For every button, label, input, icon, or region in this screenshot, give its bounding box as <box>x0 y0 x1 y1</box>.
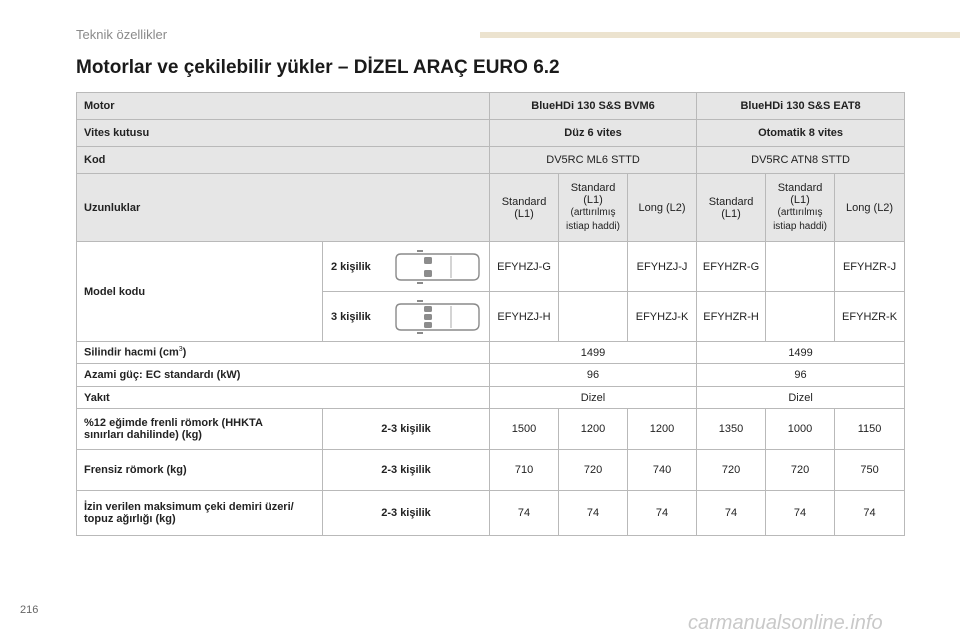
row-code <box>77 147 905 174</box>
seat-count-label: 2 kişilik <box>331 260 371 273</box>
braked-trailer-value: 1200 <box>628 409 697 450</box>
length-line: Standard <box>570 181 616 194</box>
length-line: (arttırılmış <box>570 206 616 218</box>
nose-weight-value: 74 <box>490 491 559 536</box>
model-code-label: Model kodu <box>77 242 323 342</box>
model-code-cell: EFYHZJ-J <box>628 242 697 292</box>
motor-label: Motor <box>77 93 490 120</box>
seat-count-label: 3 kişilik <box>331 310 371 323</box>
braked-trailer-seats: 2-3 kişilik <box>323 409 490 450</box>
nose-weight-value: 74 <box>628 491 697 536</box>
row-motor <box>77 93 905 120</box>
nose-weight-value: 74 <box>835 491 905 536</box>
length-cell <box>628 174 697 242</box>
seat-config-2 <box>323 242 490 292</box>
unbraked-trailer-value: 720 <box>766 450 835 491</box>
row-lengths <box>77 174 905 242</box>
row-fuel <box>77 387 905 409</box>
model-code-cell: EFYHZR-J <box>835 242 905 292</box>
displacement-label-text: Silindir hacmi (cm <box>84 346 179 359</box>
braked-trailer-value: 1150 <box>835 409 905 450</box>
length-line: (L1) <box>514 207 534 220</box>
length-cell <box>835 174 905 242</box>
braked-trailer-value: 1350 <box>697 409 766 450</box>
unbraked-trailer-value: 740 <box>628 450 697 491</box>
model-code-cell: EFYHZR-H <box>697 292 766 342</box>
length-line: istiap haddi) <box>773 220 827 232</box>
van-2-seat-icon <box>393 248 483 286</box>
row-model-2seat <box>77 242 905 292</box>
displacement-value-2: 1499 <box>697 342 905 364</box>
row-displacement <box>77 342 905 364</box>
unbraked-trailer-value: 750 <box>835 450 905 491</box>
braked-trailer-label-line: %12 eğimde frenli römork (HHKTA <box>84 417 263 429</box>
length-line: istiap haddi) <box>566 220 620 232</box>
power-value-2: 96 <box>697 364 905 387</box>
model-code-cell <box>766 292 835 342</box>
unbraked-trailer-value: 710 <box>490 450 559 491</box>
length-line: (L1) <box>583 193 603 206</box>
unbraked-trailer-label: Frensiz römork (kg) <box>77 450 323 491</box>
gearbox-value-2: Otomatik 8 vites <box>697 120 905 147</box>
page-title: Motorlar ve çekilebilir yükler – DİZEL ARAÇ EURO 6.2 <box>76 57 560 78</box>
nose-weight-label-line: topuz ağırlığı (kg) <box>84 513 176 525</box>
length-line: Standard <box>708 195 754 208</box>
model-code-cell: EFYHZR-K <box>835 292 905 342</box>
length-cell <box>766 174 835 242</box>
row-gearbox <box>77 120 905 147</box>
row-braked-trailer <box>77 409 905 450</box>
gearbox-label: Vites kutusu <box>77 120 490 147</box>
length-cell <box>697 174 766 242</box>
page-number: 216 <box>20 604 39 616</box>
nose-weight-value: 74 <box>559 491 628 536</box>
length-line: Standard <box>501 195 547 208</box>
length-cell <box>490 174 559 242</box>
length-line: Long (L2) <box>638 201 686 214</box>
row-unbraked-trailer <box>77 450 905 491</box>
power-label: Azami güç: EC standardı (kW) <box>77 364 490 387</box>
braked-trailer-value: 1500 <box>490 409 559 450</box>
model-code-cell: EFYHZR-G <box>697 242 766 292</box>
motor-value-1: BlueHDi 130 S&S BVM6 <box>490 93 697 120</box>
lengths-label: Uzunluklar <box>77 174 490 242</box>
power-value-1: 96 <box>490 364 697 387</box>
length-line: (L1) <box>790 193 810 206</box>
row-power <box>77 364 905 387</box>
displacement-label-end: ) <box>182 346 187 359</box>
nose-weight-label <box>77 491 323 536</box>
braked-trailer-value: 1000 <box>766 409 835 450</box>
model-code-cell <box>559 242 628 292</box>
code-value-2: DV5RC ATN8 STTD <box>697 147 905 174</box>
unbraked-trailer-value: 720 <box>697 450 766 491</box>
model-code-cell: EFYHZJ-K <box>628 292 697 342</box>
unbraked-trailer-seats: 2-3 kişilik <box>323 450 490 491</box>
fuel-value-1: Dizel <box>490 387 697 409</box>
length-line: (arttırılmış <box>777 206 823 218</box>
displacement-label-sup: 3 <box>178 346 183 354</box>
nose-weight-value: 74 <box>766 491 835 536</box>
code-label: Kod <box>77 147 490 174</box>
van-3-seat-icon <box>393 298 483 336</box>
row-nose-weight <box>77 491 905 536</box>
fuel-label: Yakıt <box>77 387 490 409</box>
model-code-cell: EFYHZJ-H <box>490 292 559 342</box>
gearbox-value-1: Düz 6 vites <box>490 120 697 147</box>
nose-weight-seats: 2-3 kişilik <box>323 491 490 536</box>
header-bar <box>480 32 960 38</box>
fuel-value-2: Dizel <box>697 387 905 409</box>
nose-weight-label-line: İzin verilen maksimum çeki demiri üzeri/ <box>84 501 294 513</box>
length-cell <box>559 174 628 242</box>
engine-spec-table <box>76 92 905 536</box>
model-code-cell: EFYHZJ-G <box>490 242 559 292</box>
model-code-cell <box>559 292 628 342</box>
motor-value-2: BlueHDi 130 S&S EAT8 <box>697 93 905 120</box>
braked-trailer-label-line: sınırları dahilinde) (kg) <box>84 429 202 441</box>
code-value-1: DV5RC ML6 STTD <box>490 147 697 174</box>
braked-trailer-value: 1200 <box>559 409 628 450</box>
model-code-cell <box>766 242 835 292</box>
nose-weight-value: 74 <box>697 491 766 536</box>
braked-trailer-label <box>77 409 323 450</box>
displacement-value-1: 1499 <box>490 342 697 364</box>
watermark: carmanualsonline.info <box>688 612 883 634</box>
length-line: Standard <box>777 181 823 194</box>
unbraked-trailer-value: 720 <box>559 450 628 491</box>
displacement-label <box>77 342 490 364</box>
length-line: (L1) <box>721 207 741 220</box>
seat-config-3 <box>323 292 490 342</box>
length-line: Long (L2) <box>846 201 894 214</box>
section-header: Teknik özellikler <box>76 27 168 42</box>
